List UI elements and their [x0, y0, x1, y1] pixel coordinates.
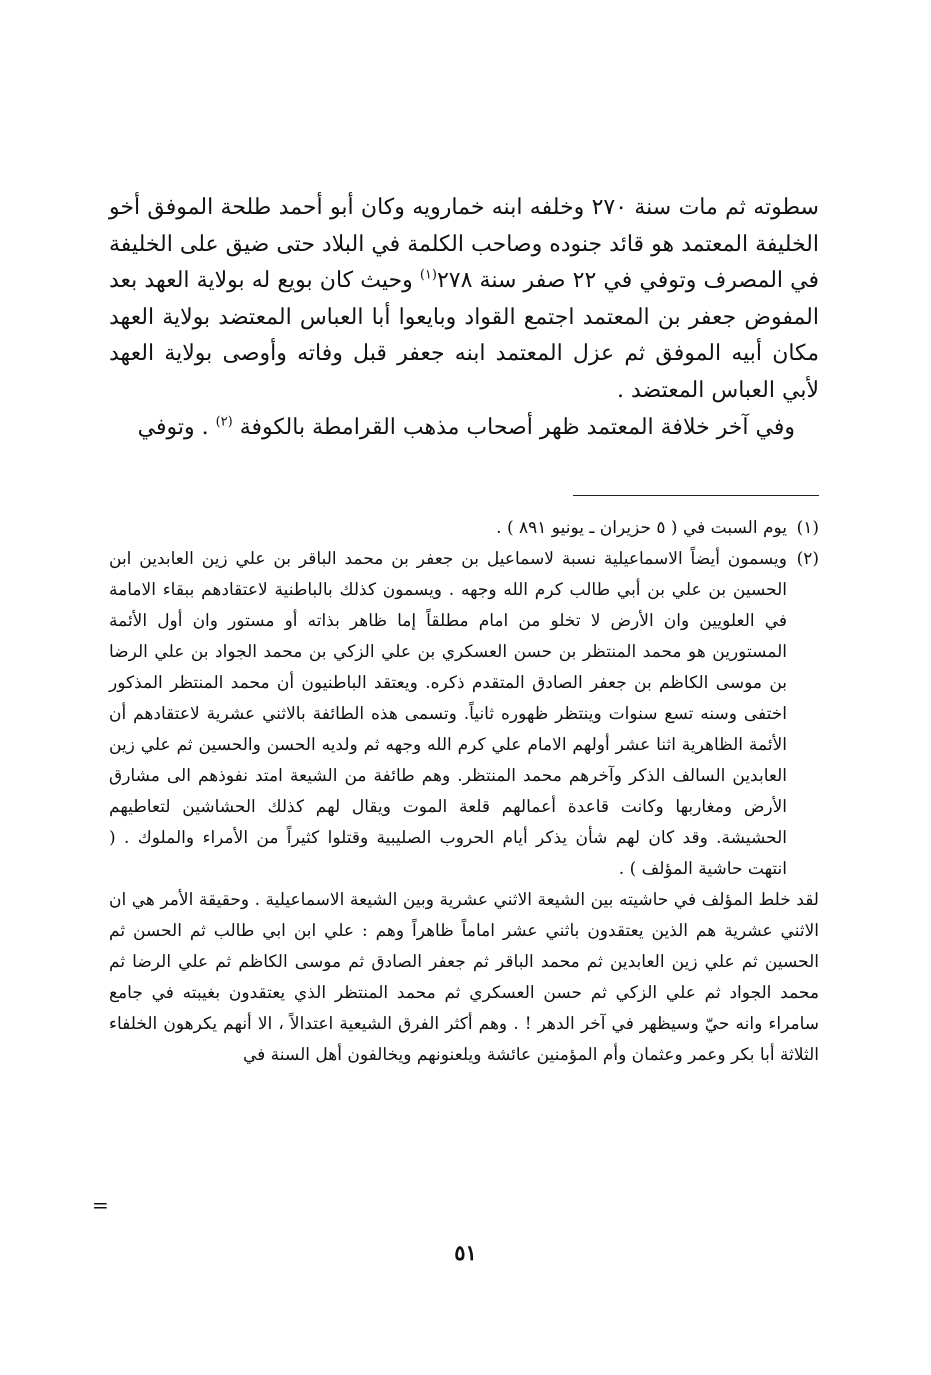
footnote-2 — [109, 544, 819, 885]
footnote-1-number: (١) — [796, 518, 819, 538]
main-paragraph-1-text: سطوته ثم مات سنة ٢٧٠ وخلفه ابنه خمارويه وكان أبو أحمد طلحة الموفق أخو الخليفة المعتمد هو قائد جنوده وصاحب الكلمة في البلاد حتى ضيق على الخليفة في المصرف وتوفي في ٢٢ صفر سنة ٢٧٨ — [109, 195, 819, 294]
main-paragraph-2-rest: . وتوفي — [137, 414, 216, 440]
footnote-2-text: ويسمون أيضاً الاسماعيلية نسبة لاسماعيل بن جعفر بن محمد الباقر بن علي زين العابدين ابن الحسين بن علي بن أبي طالب كرم الله وجهه . ويسمون كذلك بالباطنية لاعتقادهم ببقاء الامامة في العلويين وان الأرض لا تخلو من امام مطلقاً إما ظاهر بذاته أو مستور وان أول الأئمة المستورين هو محمد المنتظر بن حسن العسكري بن علي الزكي بن محمد الجواد بن علي الرضا بن موسى الكاظم بن جعفر الصادق المتقدم ذكره. ويعتقد الباطنيون أن محمد المنتظر المذكور اختفى وسنه تسع سنوات وينتظر ظهوره ثانياً. وتسمى هذه الطائفة بالاثني عشرية لاعتقادهم أن الأئمة الظاهرية اثنا عشر أولهم الامام علي كرم الله وجهه ثم ولديه الحسن والحسين ثم علي زين العابدين السالف الذكر وآخرهم محمد المنتظر. وهم طائفة من الشيعة امتد نفوذهم الى مشارق الأرض ومغاربها وكانت قاعدة أعمالهم قلعة الموت ويقال لهم كذلك الحشاشين لتعاطيهم الحشيشة. وقد كان لهم شأن يذكر أيام الحروب الصليبية وقتلوا كثيراً من الأمراء والملوك . ( انتهت حاشية المؤلف ) . — [109, 549, 788, 879]
main-paragraph-1 — [109, 190, 819, 410]
continuation-mark: = — [92, 1193, 109, 1217]
footnote-ref-1: (١) — [419, 267, 437, 283]
main-paragraph-2-text: وفي آخر خلافة المعتمد ظهر أصحاب مذهب القرامطة بالكوفة — [239, 414, 795, 440]
footnote-separator — [573, 495, 819, 496]
footnotes — [109, 513, 819, 1071]
main-paragraph-2 — [109, 410, 819, 447]
footnote-2-number: (٢) — [796, 549, 819, 569]
footnote-1-text: يوم السبت في ( ٥ حزيران ـ يونيو ٨٩١ ) . — [496, 518, 787, 538]
footnote-ref-2: (٢) — [215, 414, 233, 430]
main-text — [109, 190, 819, 446]
footnote-1 — [109, 513, 819, 544]
page-number: ٥١ — [454, 1240, 477, 1265]
editor-note: لقد خلط المؤلف في حاشيته بين الشيعة الاثني عشرية وبين الشيعة الاسماعيلية . وحقيقة الأمر هي ان الاثني عشرية هم الذين يعتقدون باثني عشر اماماً ظاهراً وهم : علي ابن ابي طالب ثم الحسن ثم الحسين ثم علي زين العابدين ثم محمد الباقر ثم جعفر الصادق ثم موسى الكاظم ثم علي الرضا ثم محمد الجواد ثم علي الزكي ثم حسن العسكري ثم محمد المنتظر الذي يعتقدون بغيبته في جامع سامراء وانه حيّ وسيظهر في آخر الدهر ! . وهم أكثر الفرق الشيعية اعتدالاً ، الا أنهم يكرهون الخلفاء الثلاثة أبا بكر وعمر وعثمان وأم المؤمنين عائشة ويلعنونهم ويخالفون أهل السنة في — [109, 890, 819, 1065]
main-paragraph-1-rest: وحيث كان بويع له بولاية العهد بعد المفوض جعفر بن المعتمد اجتمع القواد وبايعوا أبا العباس المعتضد بولاية العهد مكان أبيه الموفق ثم عزل المعتمد ابنه جعفر قبل وفاته وأوصى بولاية العهد لأبي العباس المعتضد . — [109, 268, 819, 403]
